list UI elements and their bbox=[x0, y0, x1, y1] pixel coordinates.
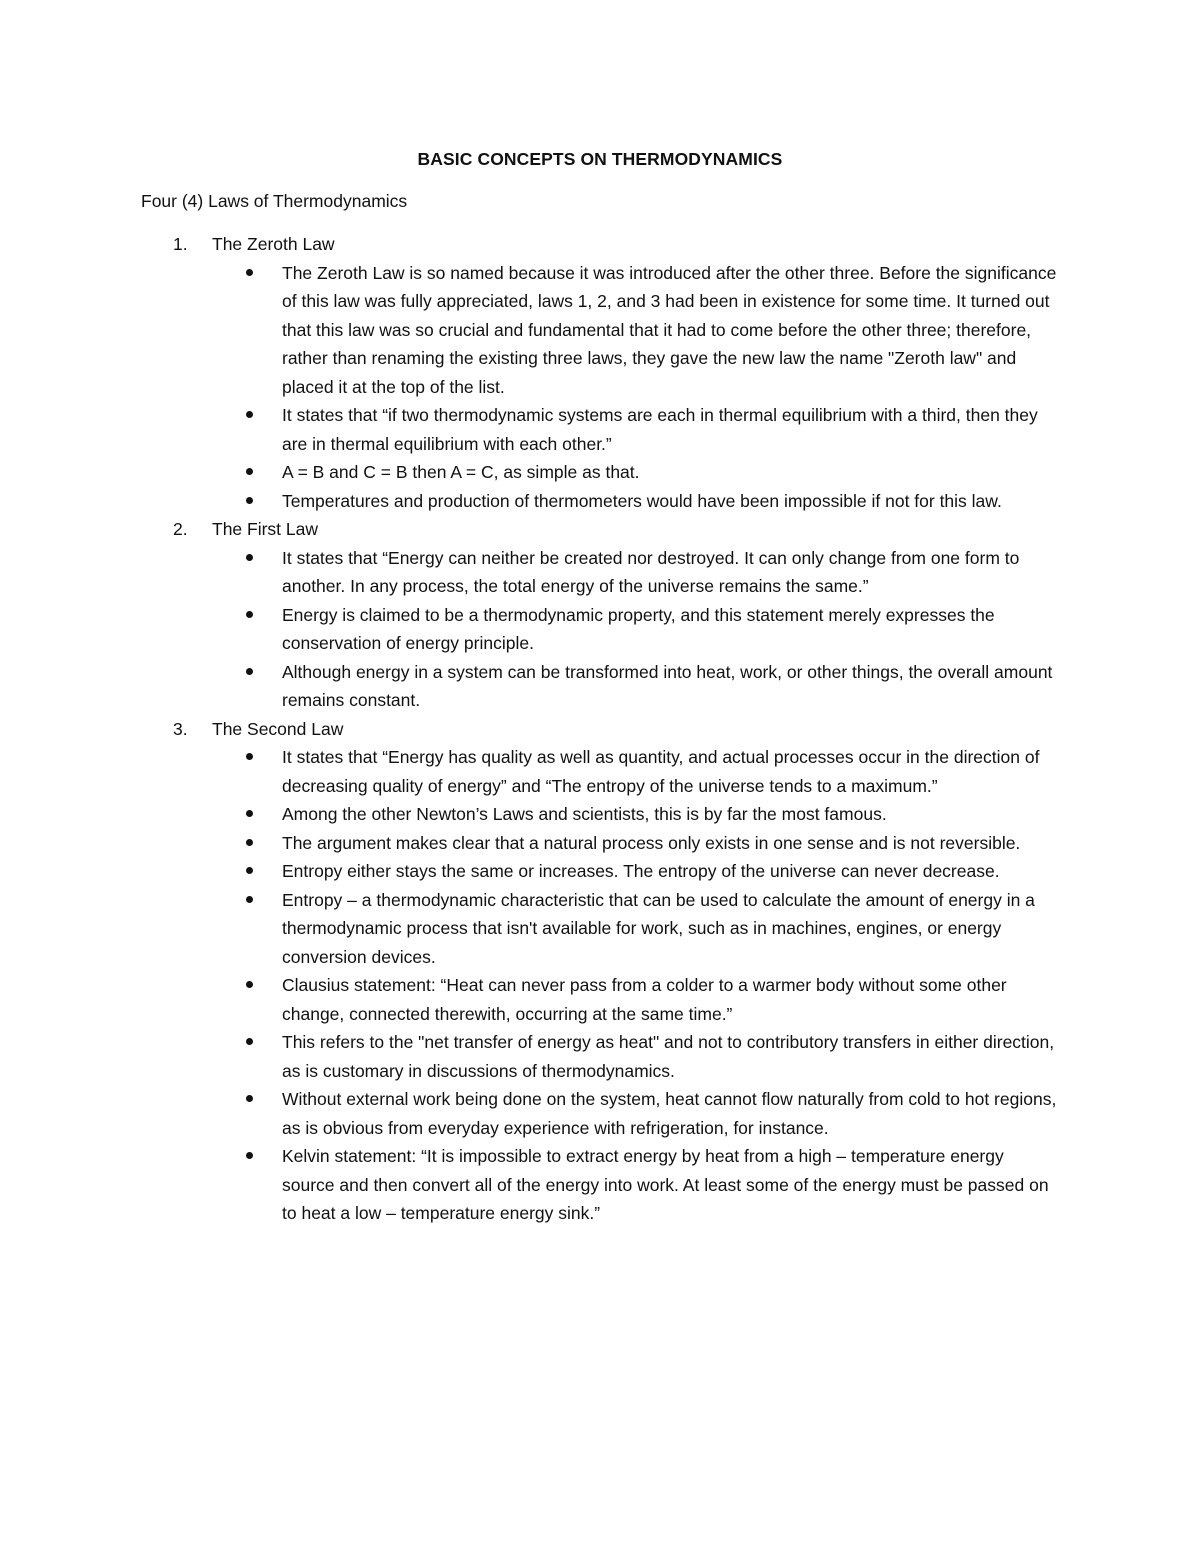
bullet-text: The argument makes clear that a natural process only exists in one sense and is not reversible. bbox=[282, 832, 1021, 853]
law-title: The Second Law bbox=[212, 718, 344, 739]
bullet-item bbox=[141, 601, 1061, 658]
document-title: BASIC CONCEPTS ON THERMODYNAMICS bbox=[417, 149, 783, 169]
bullet-text: Energy is claimed to be a thermodynamic property, and this statement merely expresses the conservation of energy principle. bbox=[282, 604, 995, 653]
bullet-item bbox=[141, 971, 1061, 1028]
bullet-item bbox=[141, 658, 1061, 715]
bullet-text: Without external work being done on the system, heat cannot flow naturally from cold to hot regions, as is obvious from everyday experience with refrigeration, for instance. bbox=[282, 1089, 1057, 1138]
bullet-dot-icon bbox=[246, 981, 253, 988]
bullet-text: A = B and C = B then A = C, as simple as that. bbox=[282, 462, 640, 482]
bullet-text: Kelvin statement: “It is impossible to extract energy by heat from a high – temperature energy source and then convert all of the energy into work. At least some of the energy must be passed on to heat a low – temperature energy sink.” bbox=[282, 1146, 1049, 1223]
bullet-item bbox=[141, 487, 1061, 516]
bullet-item bbox=[141, 1028, 1061, 1085]
law-bullets bbox=[141, 259, 1061, 516]
bullet-item bbox=[141, 458, 1061, 487]
bullet-dot-icon bbox=[246, 753, 253, 760]
law-title: The First Law bbox=[212, 519, 318, 539]
bullet-dot-icon bbox=[246, 1095, 253, 1102]
laws-list bbox=[141, 230, 1061, 1228]
bullet-dot-icon bbox=[246, 411, 253, 418]
bullet-dot-icon bbox=[246, 839, 253, 846]
law-title: The Zeroth Law bbox=[212, 234, 335, 254]
document-subtitle: Four (4) Laws of Thermodynamics bbox=[141, 191, 408, 211]
law-number: 3. bbox=[173, 718, 188, 739]
bullet-text: Although energy in a system can be transformed into heat, work, or other things, the overall amount remains constant. bbox=[282, 661, 1053, 710]
bullet-text: Clausius statement: “Heat can never pass from a colder to a warmer body without some other change, connected therewith, occurring at the same time.” bbox=[282, 975, 1007, 1024]
bullet-text: This refers to the "net transfer of energy as heat" and not to contributory transfers in either direction, as is customary in discussions of thermodynamics. bbox=[282, 1032, 1055, 1081]
bullet-dot-icon bbox=[246, 269, 253, 276]
bullet-dot-icon bbox=[246, 554, 253, 561]
law-number: 1. bbox=[173, 234, 188, 254]
bullet-dot-icon bbox=[246, 810, 253, 817]
bullet-text: Among the other Newton’s Laws and scientists, this is by far the most famous. bbox=[282, 804, 887, 824]
bullet-item bbox=[141, 1142, 1061, 1228]
bullet-text: Entropy – a thermodynamic characteristic that can be used to calculate the amount of energy in a thermodynamic process that isn't available for work, such as in machines, engines, or energy conversion devices. bbox=[282, 889, 1035, 967]
bullet-text: It states that “Energy can neither be created nor destroyed. It can only change from one form to another. In any process, the total energy of the universe remains the same.” bbox=[282, 547, 1020, 596]
bullet-item bbox=[141, 829, 1061, 858]
bullet-dot-icon bbox=[246, 1038, 253, 1045]
bullet-text: The Zeroth Law is so named because it was introduced after the other three. Before the significance of this law was fully appreciated, laws 1, 2, and 3 had been in existence for some time. It turned out that this law was so crucial and fundamental that it had to come before the other three; therefore, rather than renaming the existing three laws, they gave the new law the name "Zeroth law" and placed it at the top of the list. bbox=[282, 262, 1057, 397]
law-item bbox=[141, 230, 1061, 515]
bullet-dot-icon bbox=[246, 896, 253, 903]
bullet-item bbox=[141, 886, 1061, 972]
bullet-text: It states that “Energy has quality as well as quantity, and actual processes occur in the direction of decreasing quality of energy” and “The entropy of the universe tends to a maximum.” bbox=[282, 747, 1040, 796]
law-heading bbox=[141, 715, 1061, 744]
bullet-dot-icon bbox=[246, 668, 253, 675]
bullet-item bbox=[141, 544, 1061, 601]
law-bullets bbox=[141, 743, 1061, 1228]
bullet-dot-icon bbox=[246, 1152, 253, 1159]
bullet-dot-icon bbox=[246, 497, 253, 504]
bullet-text: Temperatures and production of thermometers would have been impossible if not for this law. bbox=[282, 490, 1002, 511]
bullet-item bbox=[141, 857, 1061, 886]
bullet-dot-icon bbox=[246, 611, 253, 618]
bullet-dot-icon bbox=[246, 867, 253, 874]
law-item bbox=[141, 515, 1061, 715]
bullet-item bbox=[141, 743, 1061, 800]
bullet-item bbox=[141, 800, 1061, 829]
law-item bbox=[141, 715, 1061, 1228]
law-bullets bbox=[141, 544, 1061, 715]
law-number: 2. bbox=[173, 519, 188, 539]
bullet-text: Entropy either stays the same or increases. The entropy of the universe can never decrease. bbox=[282, 861, 1000, 881]
law-heading bbox=[141, 230, 1061, 259]
bullet-item bbox=[141, 259, 1061, 402]
bullet-item bbox=[141, 401, 1061, 458]
bullet-dot-icon bbox=[246, 468, 253, 475]
bullet-item bbox=[141, 1085, 1061, 1142]
law-heading bbox=[141, 515, 1061, 544]
bullet-text: It states that “if two thermodynamic systems are each in thermal equilibrium with a third, then they are in thermal equilibrium with each other.” bbox=[282, 405, 1038, 454]
